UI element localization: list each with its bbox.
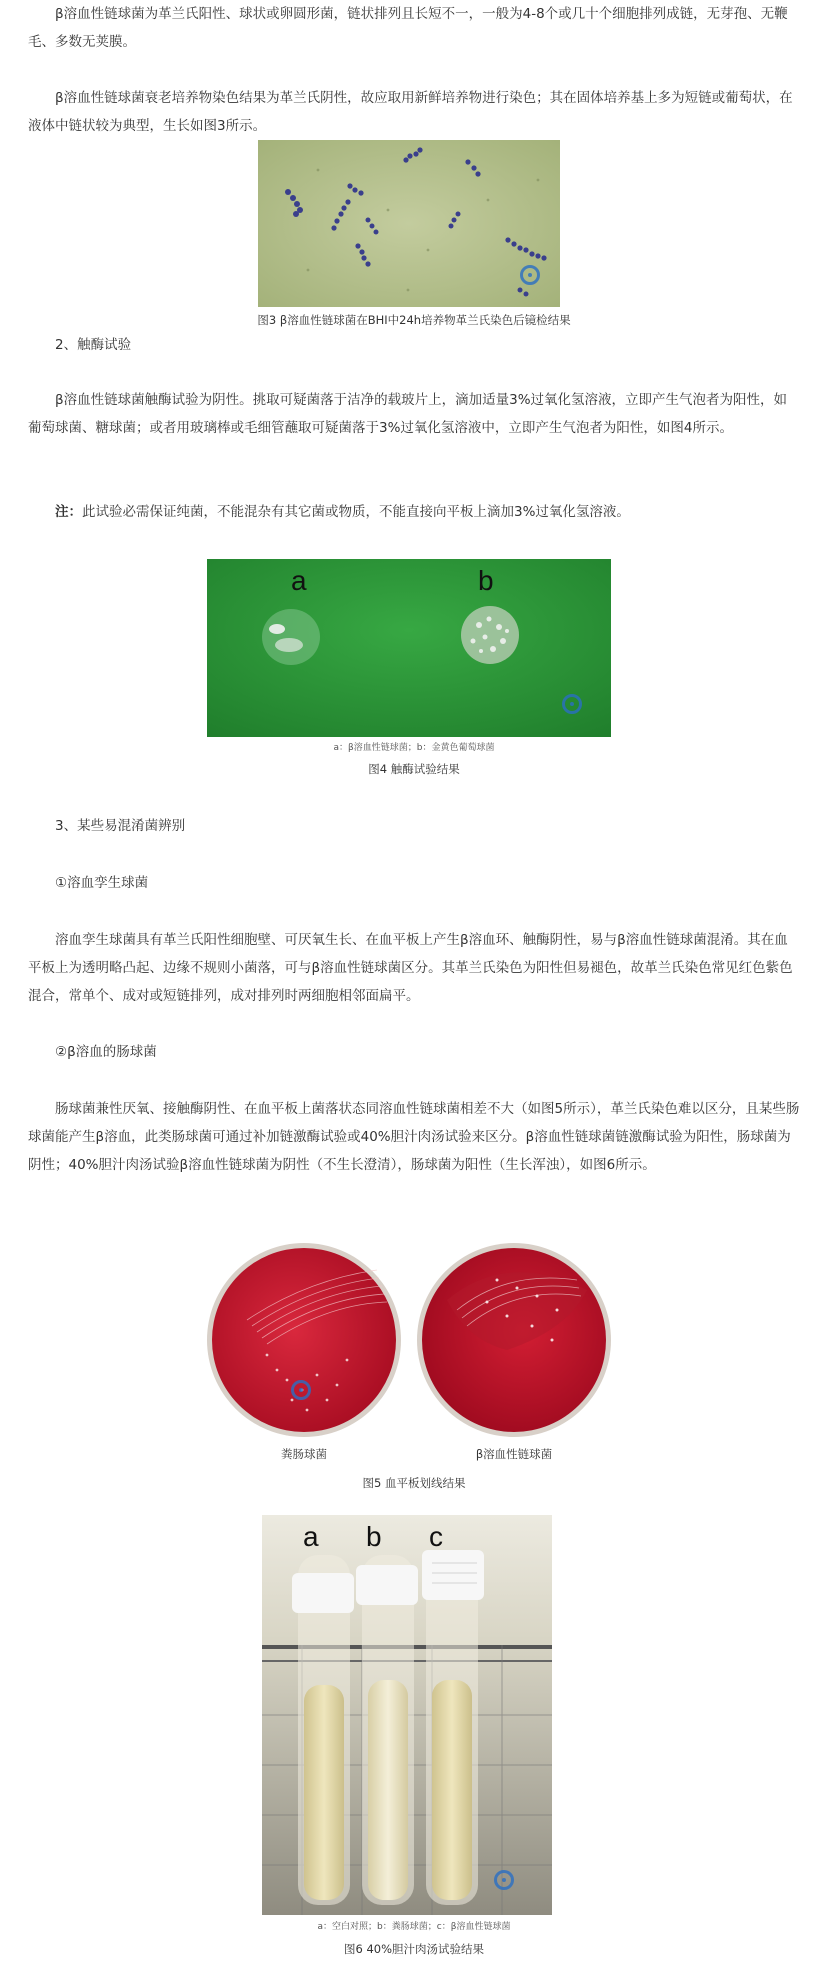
tube-label-b: b <box>366 1521 382 1552</box>
paragraph-catalase: β溶血性链球菌触酶试验为阴性。挑取可疑菌落于洁净的载玻片上，滴加适量3%过氧化氢溶液，立即产生气泡者为阳性，如葡萄球菌、糖球菌；或者用玻璃棒或毛细管蘸取可疑菌落于3%过氧化氢溶液中，立即产生气泡者为阳性，如图4所示。 <box>28 392 788 436</box>
figure-5-label-streptococcus: β溶血性链球菌 <box>475 1447 553 1461</box>
tube-label-c: c <box>429 1521 443 1552</box>
figure-6-caption: 图6 40%胆汁肉汤试验结果 <box>343 1942 485 1956</box>
figure-5-caption: 图5 血平板划线结果 <box>362 1476 466 1490</box>
figure-4-subcaption: a：β溶血性链球菌；b：金黄色葡萄球菌 <box>333 743 495 753</box>
bile-broth-tubes-photo <box>262 1515 552 1915</box>
figure-6-subcaption: a：空白对照；b：粪肠球菌；c：β溶血性链球菌 <box>317 1922 511 1932</box>
watermark-logo-icon <box>494 1870 514 1890</box>
figure-4-caption: 图4 触酶试验结果 <box>368 762 460 776</box>
watermark-logo-icon <box>520 265 540 285</box>
catalase-test-photo <box>207 559 611 737</box>
blood-agar-plates <box>207 1240 611 1440</box>
catalase-drops <box>207 559 611 737</box>
subsection-enterococcus-heading: ②β溶血的肠球菌 <box>55 1044 157 1060</box>
paragraph-note <box>55 498 800 526</box>
section-confusable-heading: 3、某些易混淆菌辨别 <box>55 818 186 834</box>
watermark-logo-icon <box>562 694 582 714</box>
bile-broth-tubes <box>262 1515 552 1915</box>
watermark-logo-icon <box>291 1380 311 1400</box>
note-text: 此试验必需保证纯菌，不能混杂有其它菌或物质，不能直接向平板上滴加3%过氧化氢溶液。 <box>82 504 630 520</box>
note-label: 注： <box>55 504 82 520</box>
label-a: a <box>291 565 307 596</box>
tube-label-a: a <box>303 1521 319 1552</box>
blood-agar-plates-photo <box>207 1240 611 1440</box>
micrograph-chains <box>258 140 560 307</box>
figure-5-label-enterococcus: 粪肠球菌 <box>281 1447 327 1461</box>
subsection-gemella-heading: ①溶血孪生球菌 <box>55 875 149 891</box>
label-b: b <box>478 565 494 596</box>
figure-3-caption: 图3 β溶血性链球菌在BHI中24h培养物革兰氏染色后镜检结果 <box>257 313 571 327</box>
paragraph-morphology: β溶血性链球菌为革兰氏阳性、球状或卵圆形菌，链状排列且长短不一，一般为4-8个或几十个细胞排列成链，无芽孢、无鞭毛、多数无荚膜。 <box>28 6 788 50</box>
paragraph-staining: β溶血性链球菌衰老培养物染色结果为革兰氏阴性，故应取用新鲜培养物进行染色；其在固体培养基上多为短链或葡萄状，在液体中链状较为典型，生长如图3所示。 <box>28 90 793 134</box>
paragraph-enterococcus: 肠球菌兼性厌氧、接触酶阴性、在血平板上菌落状态同溶血性链球菌相差不大（如图5所示），革兰氏染色难以区分，且某些肠球菌能产生β溶血，此类肠球菌可通过补加链激酶试验或40%胆汁肉汤试验来区分。β溶血性链球菌链激酶试验为阳性，肠球菌为阴性；40%胆汁肉汤试验β溶血性链球菌为阴性（不生长澄清），肠球菌为阳性（生长浑浊），如图6所示。 <box>28 1101 800 1173</box>
section-catalase-heading: 2、触酶试验 <box>55 337 132 353</box>
gram-stain-micrograph <box>258 140 560 307</box>
paragraph-gemella: 溶血孪生球菌具有革兰氏阳性细胞壁、可厌氧生长、在血平板上产生β溶血环、触酶阴性，易与β溶血性链球菌混淆。其在血平板上为透明略凸起、边缘不规则小菌落，可与β溶血性链球菌区分。其革兰氏染色为阳性但易褪色，故革兰氏染色常见红色紫色混合，常单个、成对或短链排列，成对排列时两细胞相邻面扁平。 <box>28 932 793 1004</box>
